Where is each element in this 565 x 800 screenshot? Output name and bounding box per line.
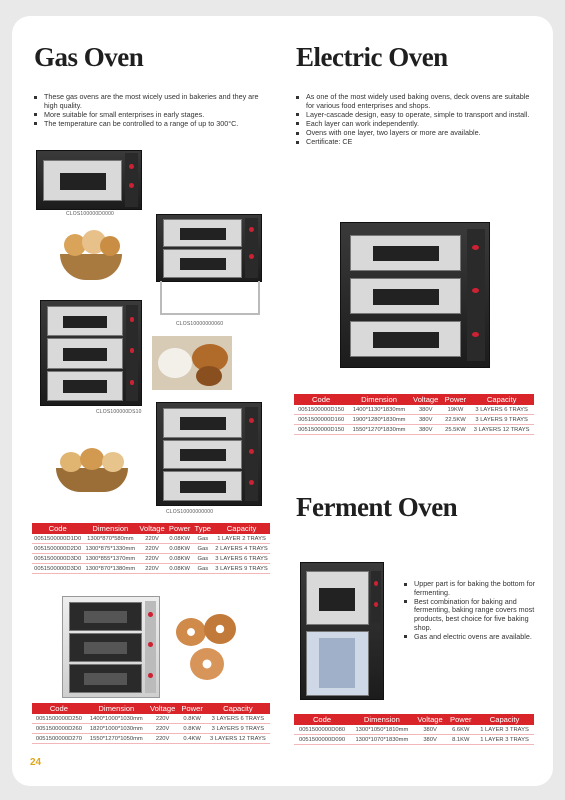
cell: 0051500000D3D0: [32, 554, 83, 564]
table-row: [32, 734, 270, 744]
col-voltage: Voltage: [147, 703, 179, 714]
col-code: Code: [294, 394, 348, 405]
cell: 0051500000D1D0: [32, 534, 83, 544]
cell: 0051500000D250: [32, 714, 86, 724]
table-row: [32, 564, 270, 574]
electric-bullet: Each layer can work independently.: [296, 120, 534, 129]
cell: 220V: [147, 714, 179, 724]
col-capacity: Capacity: [213, 523, 270, 534]
gas-oven-bullets: [34, 93, 259, 129]
cell: 380V: [410, 425, 442, 435]
cell: 1400*1130*1830mm: [348, 405, 410, 415]
col-code: Code: [294, 714, 350, 725]
cell: 0051500000D080: [294, 725, 350, 735]
ferment-oven-bullets: [404, 580, 536, 642]
gas-bullet: The temperature can be controlled to a range of up to 300°C.: [34, 120, 259, 129]
electric-oven-spec-table: [294, 394, 534, 435]
col-code: Code: [32, 523, 83, 534]
electric-bullet: Ovens with one layer, two layers or more are available.: [296, 129, 534, 138]
cell: 25.5KW: [442, 425, 470, 435]
cell: 1400*1000*1030mm: [86, 714, 147, 724]
col-voltage: Voltage: [410, 394, 442, 405]
cell: 3 LAYERS 6 TRAYS: [469, 405, 534, 415]
cell: 22.5KW: [442, 415, 470, 425]
cell: 1550*1270*1830mm: [348, 425, 410, 435]
cell: 0.8KW: [178, 714, 205, 724]
ferment-oven-spec-table: [294, 714, 534, 745]
electric-bullet: Certificate: CE: [296, 138, 534, 147]
ferment-oven-title: Ferment Oven: [296, 492, 458, 522]
bread-basket-image: [52, 228, 130, 283]
cell: 1300*875*1330mm: [83, 544, 137, 554]
cell: 1550*1270*1050mm: [86, 734, 147, 744]
cell: 0051500000D3D0: [32, 564, 83, 574]
donuts-image: [172, 612, 244, 684]
model-label: CLOS100000DS10: [96, 409, 142, 415]
table-row: [32, 534, 270, 544]
electric-oven-3-layer-image: [340, 222, 490, 368]
gas-oven-3-layer-large-image: [156, 402, 262, 506]
page-number: 24: [30, 757, 42, 768]
cell: 0051500000D090: [294, 735, 350, 745]
cell: 3 LAYERS 9 TRAYS: [206, 724, 270, 734]
cell: 220V: [137, 534, 167, 544]
cell: 0.08KW: [167, 554, 193, 564]
table-row: [294, 405, 534, 415]
col-dimension: Dimension: [83, 523, 137, 534]
cell: 1300*870*1380mm: [83, 564, 137, 574]
col-capacity: Capacity: [475, 714, 534, 725]
cell: Gas: [193, 554, 214, 564]
cell: 0051500000D150: [294, 425, 348, 435]
electric-oven-bullets: [296, 93, 534, 148]
cell: 0051500000D160: [294, 415, 348, 425]
col-type: Type: [193, 523, 214, 534]
flour-bread-image: [152, 336, 232, 390]
model-label: CLOS10000000060: [176, 321, 224, 327]
cell: 220V: [137, 554, 167, 564]
cell: Gas: [193, 534, 214, 544]
gas-oven-spec-table: [32, 523, 270, 574]
cell: 1820*1000*1030mm: [86, 724, 147, 734]
cell: 380V: [414, 735, 447, 745]
cell: 1 LAYER 3 TRAYS: [475, 735, 534, 745]
gas-bullet: These gas ovens are the most wicely used in bakeries and they are high quality.: [34, 93, 259, 110]
cell: 0051500000D270: [32, 734, 86, 744]
gas-oven-3-layer-image: [40, 300, 142, 406]
cell: 0051500000D2D0: [32, 544, 83, 554]
cell: 1300*1070*1830mm: [350, 735, 414, 745]
cell: 0.4KW: [178, 734, 205, 744]
ferment-bullet: Best combination for baking and fermenting, baking range covers most products, best choice for five baking shop.: [404, 598, 536, 632]
model-label: CLOS100000D0000: [66, 211, 115, 217]
cell: 8.1KW: [447, 735, 476, 745]
table-row: [294, 425, 534, 435]
col-dimension: Dimension: [348, 394, 410, 405]
gas-oven-title: Gas Oven: [34, 42, 144, 72]
cell: 220V: [147, 734, 179, 744]
col-voltage: Voltage: [414, 714, 447, 725]
col-code: Code: [32, 703, 86, 714]
col-power: Power: [178, 703, 205, 714]
cell: 0051500000D260: [32, 724, 86, 734]
cell: 3 LAYERS 6 TRAYS: [206, 714, 270, 724]
table-row: [294, 415, 534, 425]
cell: 1300*1050*1810mm: [350, 725, 414, 735]
gas-bullet: More suitable for small enterprises in early stages.: [34, 111, 259, 120]
col-power: Power: [447, 714, 476, 725]
cell: 220V: [137, 544, 167, 554]
cell: 0.08KW: [167, 564, 193, 574]
table-row: [294, 735, 534, 745]
table-row: [32, 714, 270, 724]
cell: 3 LAYERS 9 TRAYS: [469, 415, 534, 425]
cell: Gas: [193, 544, 214, 554]
cell: 0.08KW: [167, 544, 193, 554]
ferment-bullet: Gas and electric ovens are available.: [404, 633, 536, 642]
electric-bullet: Layer-cascade design, easy to operate, simple to transport and install.: [296, 111, 534, 120]
cell: 380V: [414, 725, 447, 735]
col-dimension: Dimension: [350, 714, 414, 725]
cell: 220V: [137, 564, 167, 574]
col-dimension: Dimension: [86, 703, 147, 714]
oven-stand: [160, 281, 260, 315]
gas-oven-2-layer-image: [156, 214, 262, 282]
cell: 1900*1280*1830mm: [348, 415, 410, 425]
cell: 0.08KW: [167, 534, 193, 544]
gas-oven-stainless-image: [62, 596, 160, 698]
electric-bullet: As one of the most widely used baking ovens, deck ovens are suitable for various food enterprises and shops.: [296, 93, 534, 110]
ferment-oven-image: [300, 562, 384, 700]
cell: 3 LAYERS 12 TRAYS: [469, 425, 534, 435]
cell: 2 LAYERS 4 TRAYS: [213, 544, 270, 554]
cell: 220V: [147, 724, 179, 734]
col-capacity: Capacity: [469, 394, 534, 405]
table-row: [32, 544, 270, 554]
ferment-bullet: Upper part is for baking the bottom for fermenting.: [404, 580, 536, 597]
model-label: CLOS10000000000: [166, 509, 214, 515]
electric-oven-title: Electric Oven: [296, 42, 448, 72]
table-row: [32, 554, 270, 564]
cell: 1300*855*1370mm: [83, 554, 137, 564]
bread-rolls-basket-image: [52, 446, 134, 494]
cell: 3 LAYERS 6 TRAYS: [213, 554, 270, 564]
cell: 1 LAYER 2 TRAYS: [213, 534, 270, 544]
cell: 380V: [410, 415, 442, 425]
gas-oven-spec-table-2: [32, 703, 270, 744]
cell: 1 LAYER 3 TRAYS: [475, 725, 534, 735]
cell: 3 LAYERS 9 TRAYS: [213, 564, 270, 574]
col-power: Power: [167, 523, 193, 534]
cell: 19KW: [442, 405, 470, 415]
col-voltage: Voltage: [137, 523, 167, 534]
cell: 0051500000D150: [294, 405, 348, 415]
gas-oven-1-layer-image: [36, 150, 142, 210]
cell: 380V: [410, 405, 442, 415]
col-power: Power: [442, 394, 470, 405]
cell: 6.6KW: [447, 725, 476, 735]
cell: Gas: [193, 564, 214, 574]
cell: 1300*870*580mm: [83, 534, 137, 544]
table-row: [294, 725, 534, 735]
table-row: [32, 724, 270, 734]
cell: 0.8KW: [178, 724, 205, 734]
cell: 3 LAYERS 12 TRAYS: [206, 734, 270, 744]
col-capacity: Capacity: [206, 703, 270, 714]
